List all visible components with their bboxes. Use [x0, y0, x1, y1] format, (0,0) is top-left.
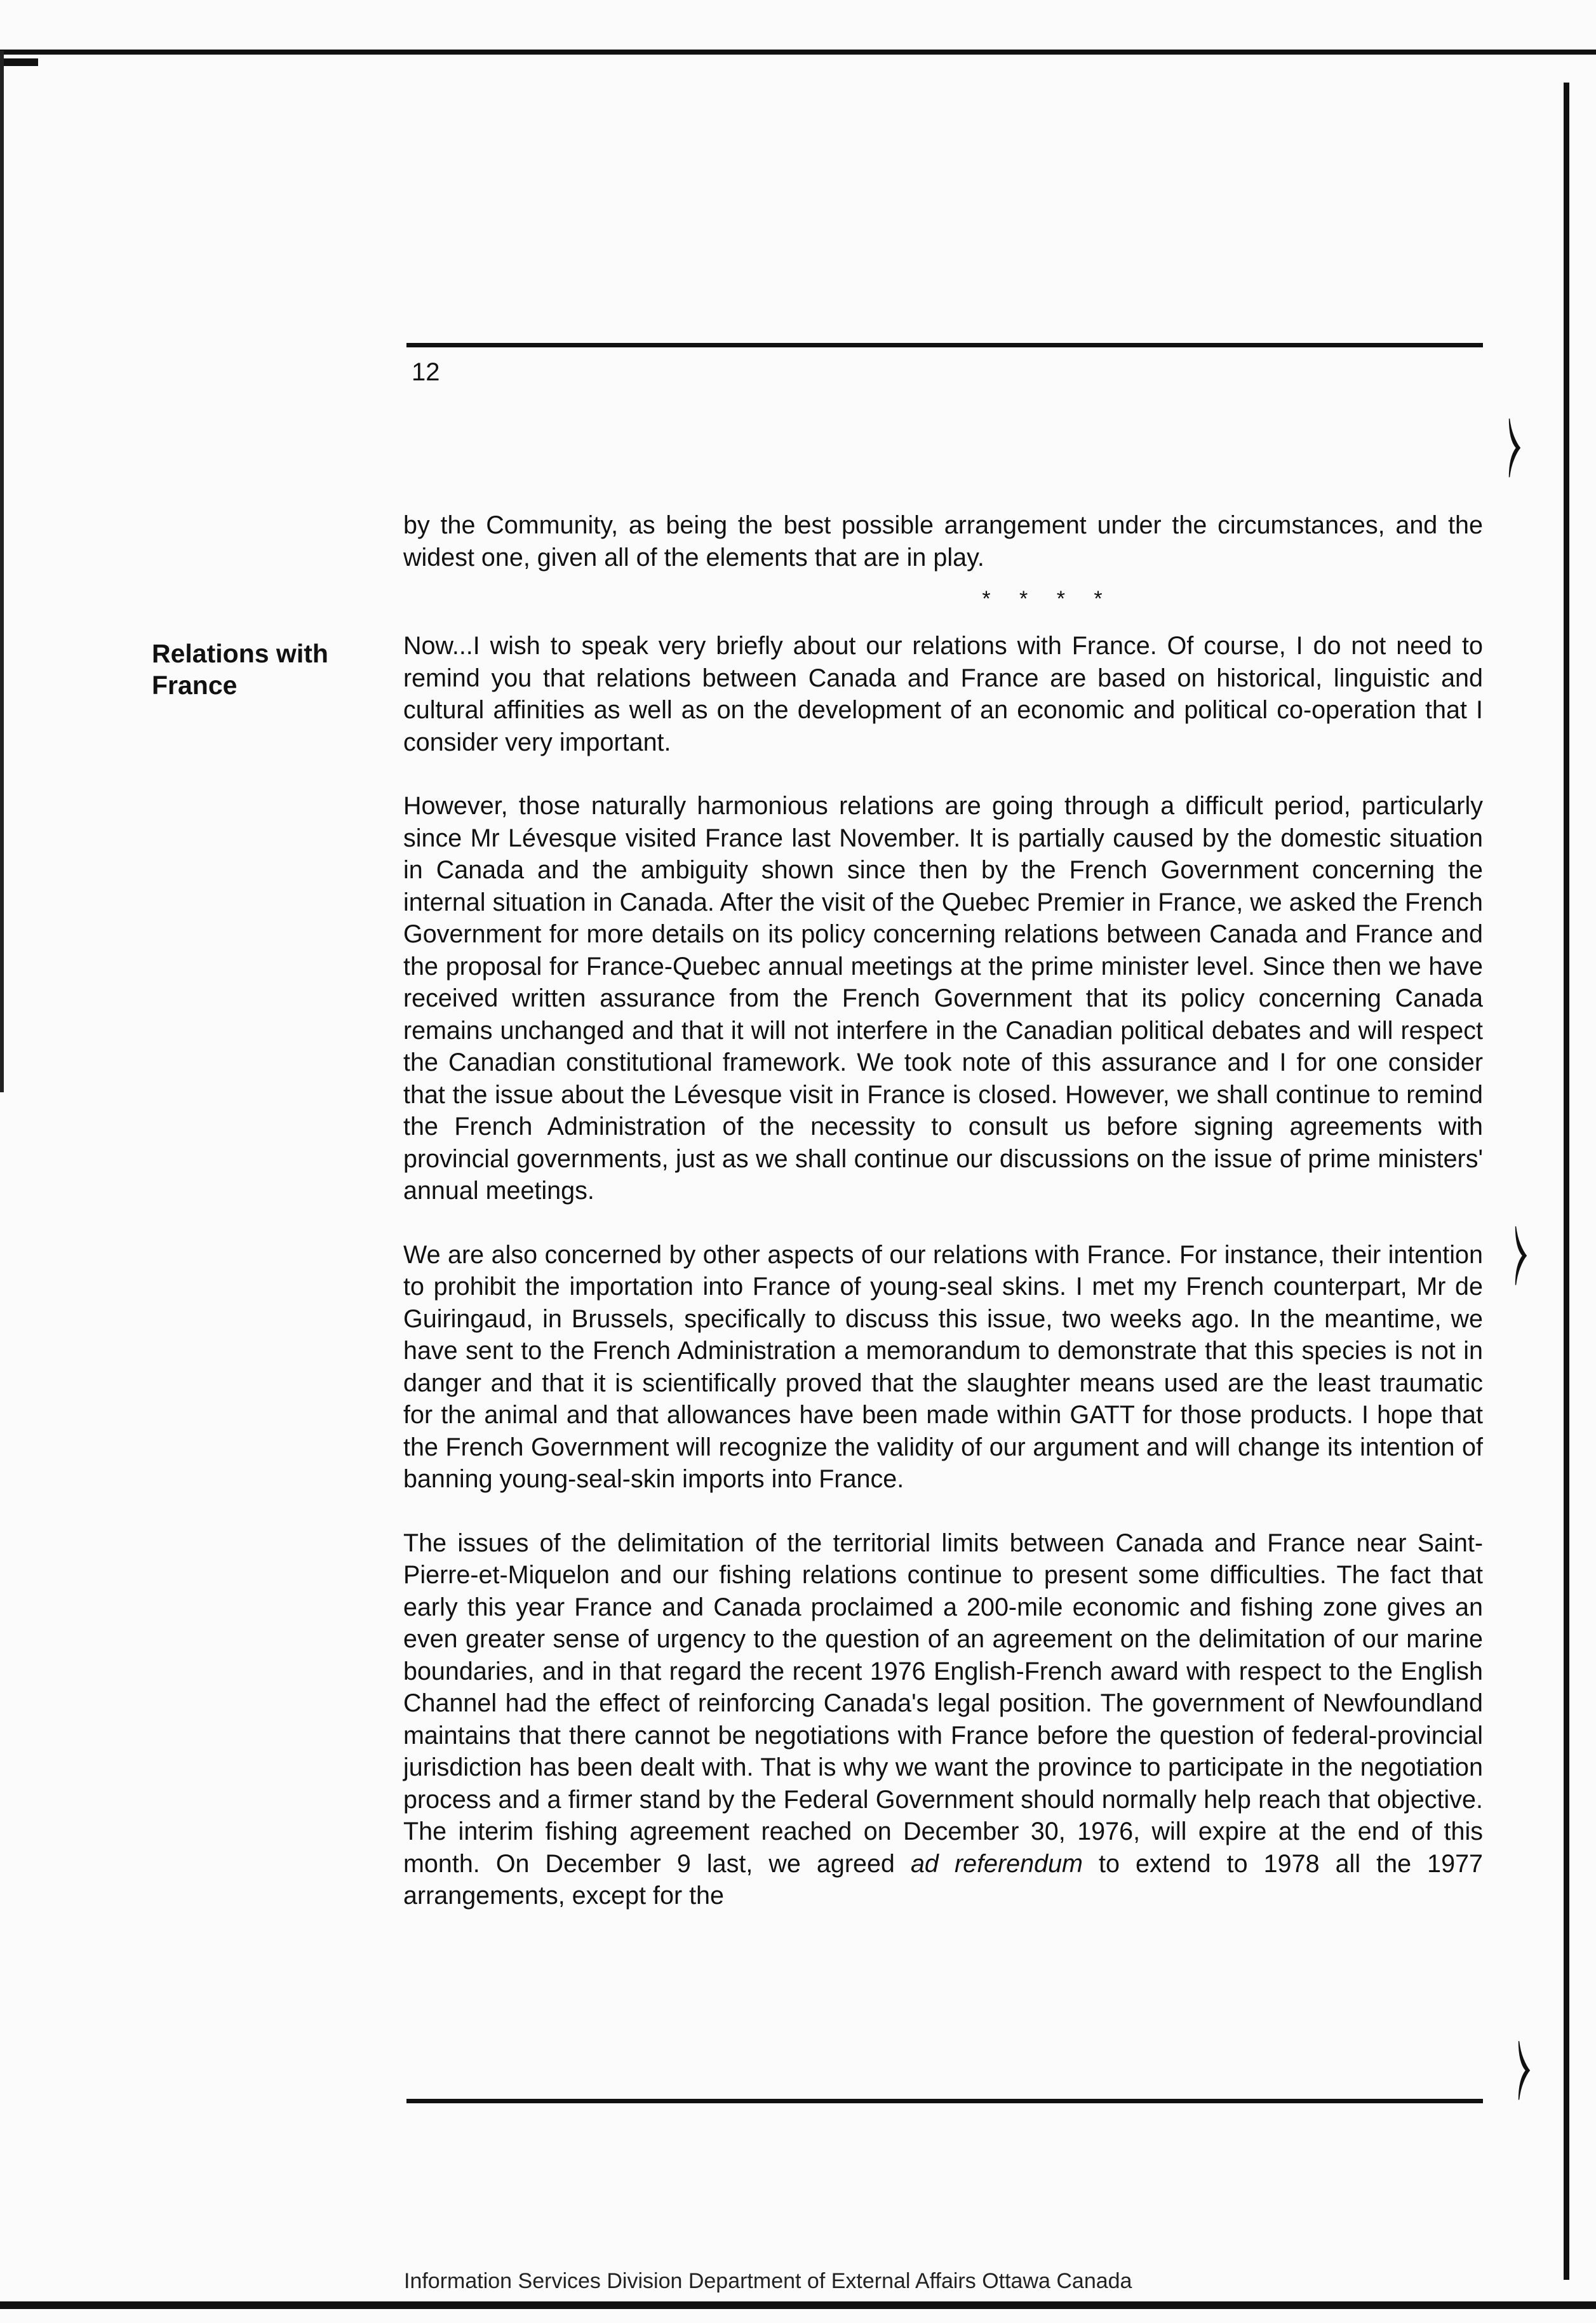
sidebar-heading: Relations with France: [152, 639, 328, 700]
scan-edge-bottom: [0, 2301, 1596, 2309]
scan-edge-right: [1564, 83, 1569, 2280]
section-separator: * * * *: [982, 587, 1114, 611]
footer-rule: [406, 2099, 1483, 2103]
scan-edge-corner: [0, 58, 38, 66]
footer-text: Information Services Division Department of External Affairs Ottawa Canada: [404, 2269, 1132, 2293]
header-rule: [406, 343, 1483, 347]
paragraph-text: to extend to 1978 all the 1977 arrangements, except for the: [403, 1849, 1484, 1910]
binder-hole-mark-icon: ⧽: [1513, 1208, 1528, 1290]
scan-edge-left: [0, 51, 4, 1092]
paragraph: We are also concerned by other aspects of our relations with France. For instance, their intention to prohibit the importation into France of young-seal skins. I met my French counterpart, Mr de Guiringaud, in Brussels, specifically to discuss this issue, two weeks ago. In the meantime, we have sent to the French Administration a memorandum to demonstrate that this species is not in danger and that it is scientifically proved that the slaughter means used are the least traumatic for the animal and that allowances have been made within GATT for those products. I hope that the French Government will recognize the validity of our argument and will change its intention of banning young-seal-skin imports into France.: [403, 1240, 1483, 1493]
scan-edge-top: [0, 50, 1596, 55]
paragraph: However, those naturally harmonious relations are going through a difficult period, particularly since Mr Lévesque visited France last November. It is partially caused by the domestic situation in Canada and the ambiguity shown since then by the French Government concerning the internal situation in Canada. After the visit of the Quebec Premier in France, we asked the French Government for more details on its policy concerning relations between Canada and France and the proposal for France-Quebec annual meetings at the prime minister level. Since then we have received written assurance from the French Government that its policy concerning Canada remains unchanged and that it will not interfere in the Canadian political debates and will respect the Canadian constitutional framework. We took note of this assurance and I for one consider that the issue about the Lévesque visit in France is closed. However, we shall continue to remind the French Administration of the necessity to consult us before signing agreements with provincial governments, just as we shall continue our discussions on the issue of prime ministers' annual meetings.: [403, 792, 1483, 1205]
italic-term: ad referendum: [910, 1849, 1083, 1878]
body-text: [403, 509, 1483, 1944]
paragraph-text: The issues of the delimitation of the territorial limits between Canada and France near Saint-Pierre-et-Miquelon and our fishing relations continue to present some difficulties. The fact that early this year France and Canada proclaimed a 200-mile economic and fishing zone gives an even greater sense of urgency to the question of an agreement on the delimitation of our marine boundaries, and in that regard the recent 1976 English-French award with respect to the English Channel had the effect of reinforcing Canada's legal position. The government of Newfoundland maintains that there cannot be negotiations with France before the question of federal-provincial jurisdiction has been dealt with. That is why we want the province to participate in the negotiation process and a firmer stand by the Federal Government should normally help reach that objective. The interim fishing agreement reached on December 30, 1976, will expire at the end of this month. On December 9 last, we agreed: [403, 1529, 1483, 1878]
paragraph-last: [403, 1527, 1483, 1912]
page-number: 12: [412, 358, 440, 386]
binder-hole-mark-icon: ⧽: [1506, 401, 1522, 482]
intro-paragraph: by the Community, as being the best possible arrangement under the circumstances, and the widest one, given all of the elements that are in play.: [403, 511, 1483, 572]
paragraph: Now...I wish to speak very briefly about our relations with France. Of course, I do not need to remind you that relations between Canada and France are based on historical, linguistic and cultural affinities as well as on the development of an economic and political co-operation that I consider very important.: [403, 632, 1483, 756]
binder-hole-mark-icon: ⧽: [1516, 2023, 1531, 2105]
